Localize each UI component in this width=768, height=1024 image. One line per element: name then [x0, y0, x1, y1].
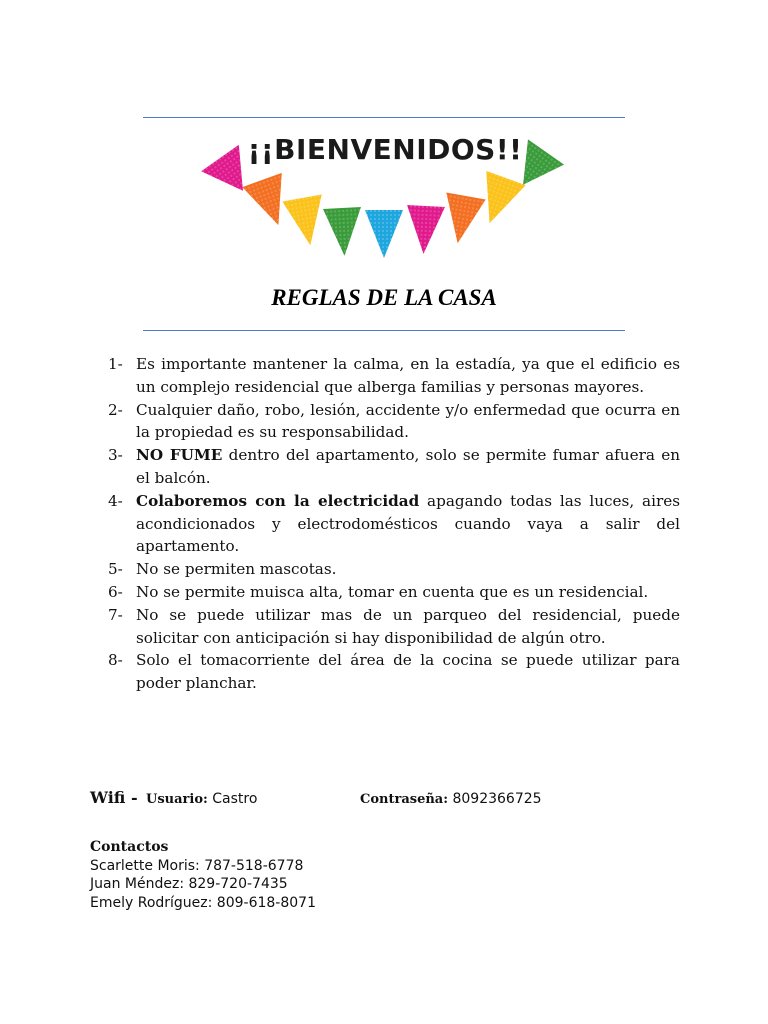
rule-item — [108, 353, 680, 399]
rule-number: 5- — [108, 560, 123, 579]
wifi-user-label: Usuario: — [146, 792, 208, 807]
bunting-flag — [405, 205, 445, 255]
rule-number: 1- — [108, 355, 123, 373]
bunting-flag — [365, 210, 403, 258]
contacts-section — [90, 838, 510, 912]
rule-item — [108, 490, 680, 558]
rule-text: No se permite muisca alta, tomar en cuenta que es un residencial. — [136, 582, 649, 601]
rule-number: 8- — [108, 651, 123, 670]
rule-text: No se puede utilizar mas de un parqueo del residencial, puede solicitar con anticipación si hay disponibilidad de algún otro. — [136, 605, 680, 647]
welcome-banner — [190, 130, 580, 265]
contact-item: Scarlette Moris: 787-518-6778 — [90, 857, 304, 874]
rule-item — [108, 399, 680, 445]
contacts-heading: Contactos — [90, 839, 169, 855]
bunting-flag — [282, 195, 330, 249]
top-divider — [143, 117, 625, 118]
wifi-user-value: Castro — [212, 791, 258, 807]
rule-number: 7- — [108, 605, 123, 624]
rule-text: Solo el tomacorriente del área de la cocina se puede utilizar para poder planchar. — [136, 651, 680, 693]
rule-number: 6- — [108, 582, 123, 601]
rule-text: dentro del apartamento, solo se permite fumar afuera en el balcón. — [136, 446, 680, 487]
contact-item: Juan Méndez: 829-720-7435 — [90, 876, 288, 892]
rule-item — [108, 558, 680, 581]
rule-text: Cualquier daño, robo, lesión, accidente y/o enfermedad que ocurra en la propiedad es su responsabilidad. — [136, 400, 680, 442]
rule-number: 3- — [108, 446, 123, 465]
wifi-label: Wifi - — [90, 788, 138, 807]
wifi-user — [146, 791, 257, 807]
rule-text: Es importante mantener la calma, en la estadía, ya que el edificio es un complejo residencial que alberga familias y personas mayores. — [136, 355, 680, 396]
wifi-password-value: 8092366725 — [452, 791, 542, 807]
rule-item — [108, 649, 680, 695]
rule-text: apagando todas las luces, aires acondicionados y electrodomésticos cuando vaya a salir del apartamento. — [136, 491, 680, 556]
wifi-info — [90, 788, 690, 814]
rule-emphasis: Colaboremos con la electricidad — [136, 491, 420, 510]
house-rules-list — [108, 353, 680, 695]
document-title: REGLAS DE LA CASA — [271, 285, 497, 310]
rule-item — [108, 581, 680, 604]
wifi-password — [360, 791, 542, 807]
welcome-title: ¡¡BIENVENIDOS!! — [247, 133, 523, 166]
rule-item — [108, 444, 680, 490]
bunting-flag — [323, 207, 363, 257]
title-divider — [143, 330, 625, 331]
rule-item — [108, 604, 680, 650]
rule-emphasis: NO FUME — [136, 446, 223, 465]
rule-number: 4- — [108, 491, 123, 510]
wifi-password-label: Contraseña: — [360, 792, 449, 807]
bunting-flag — [438, 193, 486, 247]
contact-item: Emely Rodríguez: 809-618-8071 — [90, 894, 316, 911]
rule-text: No se permiten mascotas. — [136, 560, 337, 579]
rule-number: 2- — [108, 400, 123, 419]
